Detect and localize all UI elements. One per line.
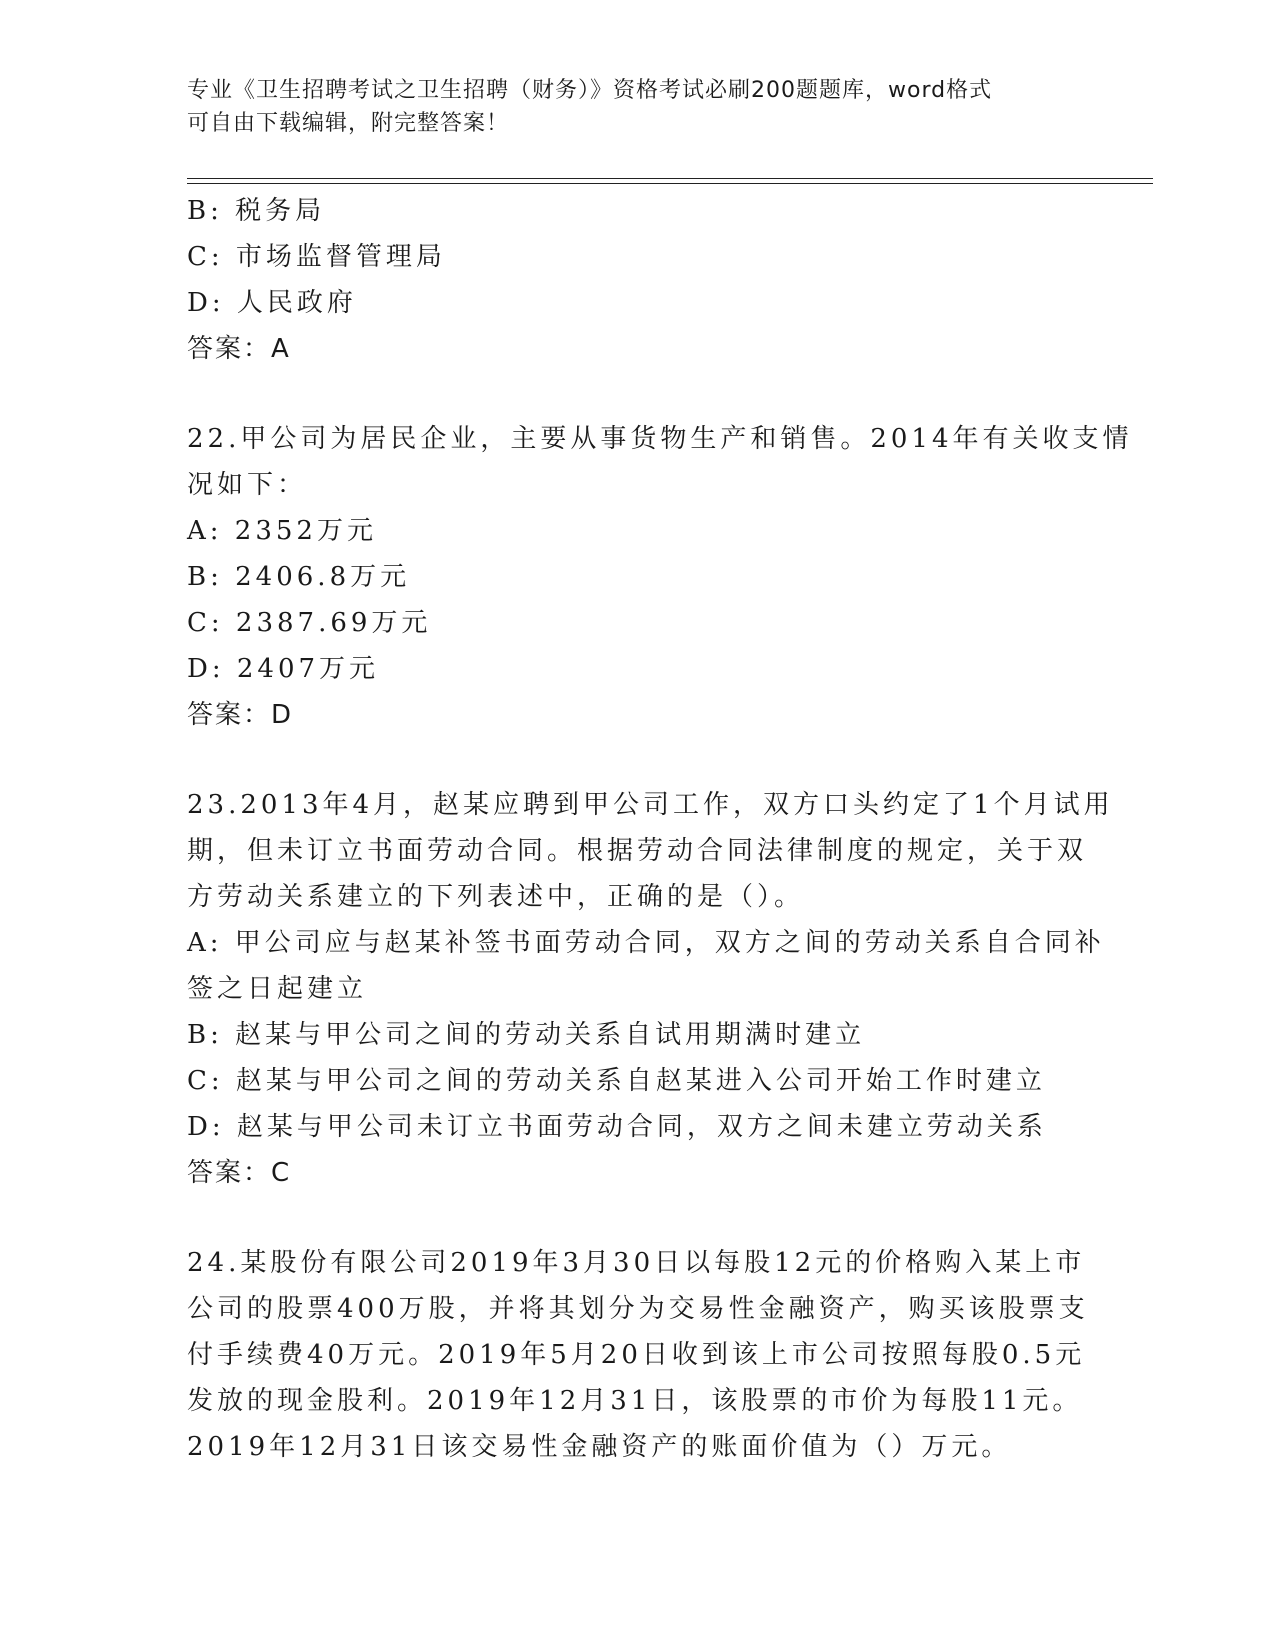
- q24-stem-line-1: 24.某股份有限公司2019年3月30日以每股12元的价格购入某上市: [187, 1248, 1086, 1278]
- header-title-line-1: 专业《卫生招聘考试之卫生招聘（财务）》资格考试必刷200题题库，word格式: [187, 78, 993, 103]
- q23-option-a-line-2: 签之日起建立: [187, 974, 368, 1004]
- question-23: [187, 782, 1114, 1196]
- q21-answer: 答案：A: [187, 334, 291, 364]
- q22-stem-line-1: 22.甲公司为居民企业，主要从事货物生产和销售。2014年有关收支情: [187, 424, 1133, 454]
- q22-stem-line-2: 况如下：: [187, 470, 308, 500]
- document-header: [187, 74, 1087, 140]
- q21-option-d: D: 人民政府: [187, 288, 357, 318]
- q22-option-b: B: 2406.8万元: [187, 562, 411, 592]
- header-title-line-2: 可自由下载编辑，附完整答案！: [187, 111, 510, 136]
- question-21-tail: [187, 188, 1087, 372]
- q22-option-c: C: 2387.69万元: [187, 608, 432, 638]
- q24-stem-line-4: 发放的现金股利。2019年12月31日，该股票的市价为每股11元。: [187, 1386, 1083, 1416]
- q23-stem-line-3: 方劳动关系建立的下列表述中，正确的是（）。: [187, 882, 805, 912]
- spacer: [187, 1196, 1087, 1240]
- question-22: [187, 416, 1133, 738]
- q22-option-d: D: 2407万元: [187, 654, 380, 684]
- q21-option-b: B: 税务局: [187, 196, 326, 226]
- q23-option-c: C: 赵某与甲公司之间的劳动关系自赵某进入公司开始工作时建立: [187, 1066, 1046, 1096]
- q23-option-b: B: 赵某与甲公司之间的劳动关系自试用期满时建立: [187, 1020, 866, 1050]
- q24-stem-line-3: 付手续费40万元。2019年5月20日收到该上市公司按照每股0.5元: [187, 1340, 1086, 1370]
- q24-stem-line-2: 公司的股票400万股，并将其划分为交易性金融资产，购买该股票支: [187, 1294, 1089, 1324]
- q24-stem-line-5: 2019年12月31日该交易性金融资产的账面价值为（）万元。: [187, 1432, 1012, 1462]
- q23-stem-line-2: 期，但未订立书面劳动合同。根据劳动合同法律制度的规定，关于双: [187, 836, 1088, 866]
- q23-stem-line-1: 23.2013年4月，赵某应聘到甲公司工作，双方口头约定了1个月试用: [187, 790, 1114, 820]
- q22-option-a: A: 2352万元: [187, 516, 377, 546]
- q22-answer: 答案：D: [187, 700, 294, 730]
- document-body: [187, 188, 1133, 1470]
- q23-option-d: D: 赵某与甲公司未订立书面劳动合同，双方之间未建立劳动关系: [187, 1112, 1047, 1142]
- q23-answer: 答案：C: [187, 1158, 292, 1188]
- q21-option-c: C: 市场监督管理局: [187, 242, 446, 272]
- spacer: [187, 738, 1087, 782]
- spacer: [187, 372, 1087, 416]
- question-24: [187, 1240, 1087, 1470]
- q23-option-a-line-1: A: 甲公司应与赵某补签书面劳动合同，双方之间的劳动关系自合同补: [187, 928, 1105, 958]
- header-divider-bottom: [187, 183, 1153, 184]
- header-divider-top: [187, 178, 1153, 179]
